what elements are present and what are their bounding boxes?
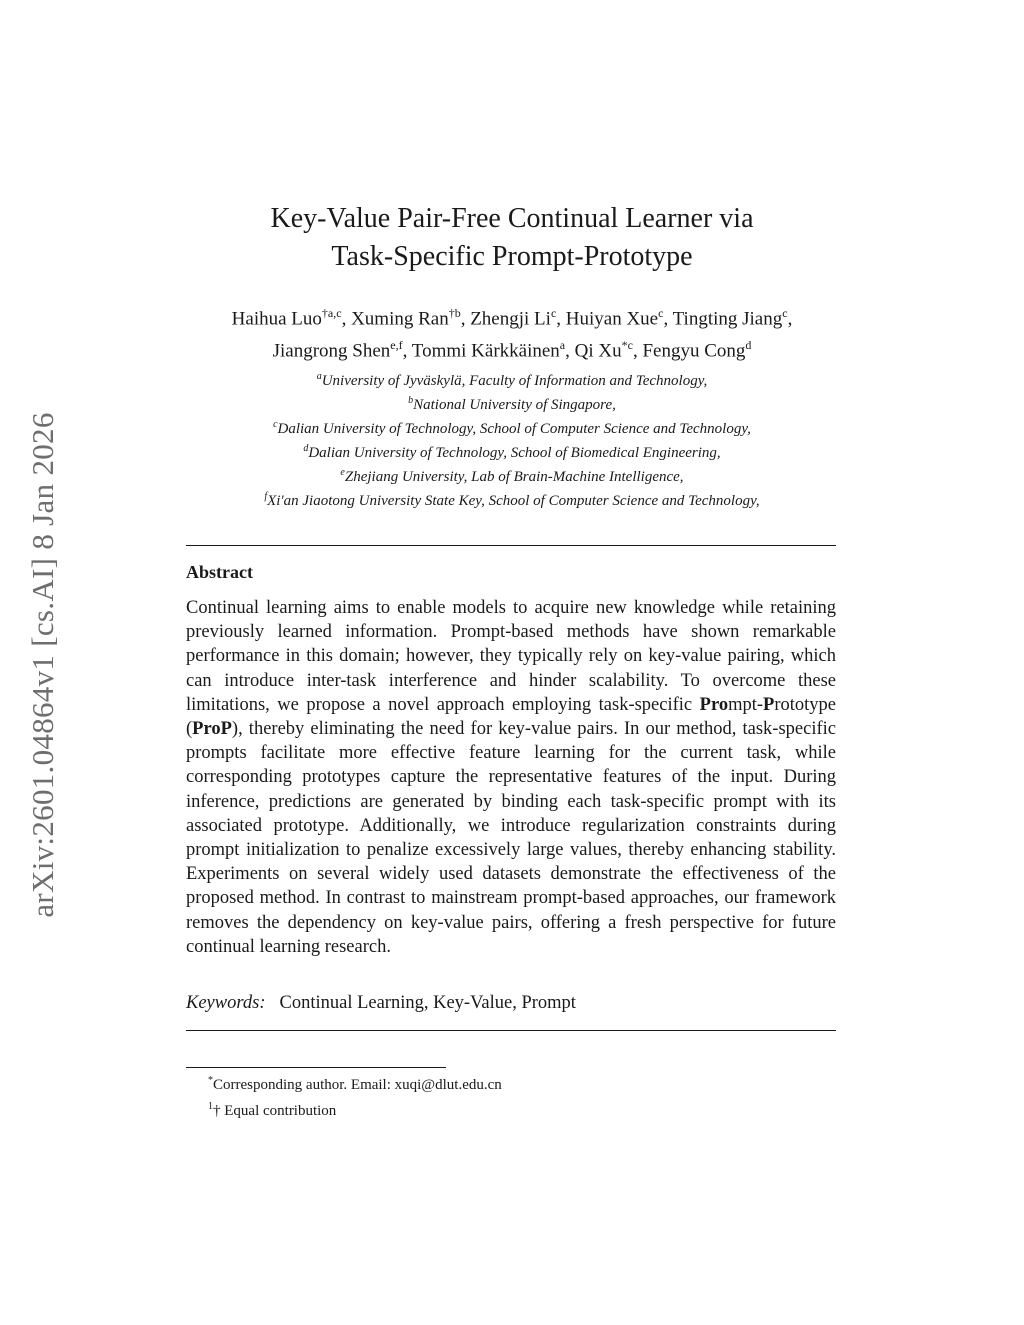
author-name: Haihua Luo [231, 308, 322, 330]
author-affil-marker: c [782, 306, 788, 320]
affiliation-item: $^a$University of Jyväskylä, Faculty of Information and Technology, [316, 371, 708, 389]
author-name: Xuming Ran [351, 308, 449, 330]
author-affil-marker: *c [621, 338, 633, 353]
author-affil-marker: c [550, 306, 557, 320]
abstract-heading: Abstract [186, 562, 253, 582]
affiliation-item: $^e$Zhejiang University, Lab of Brain-Machine Intelligence, [340, 467, 684, 485]
abstract-top-rule [186, 545, 836, 546]
author-name: Jiangrong Shen [272, 340, 391, 362]
author-name: Qi Xu [574, 340, 622, 362]
author-name: Zhengji Li [470, 308, 551, 330]
author-affil-marker: e,f [390, 338, 403, 353]
author-name: Huiyan Xue [565, 308, 659, 330]
footnote-corresponding-author: *Corresponding author. Email: xuqi@dlut.edu.cn [208, 1075, 502, 1093]
footnotes [208, 1070, 502, 1122]
author-affil-marker: d [745, 338, 752, 353]
author-line-1: Haihua Luo$^{\dagger a,c}$, Xuming Ran$^{\dagger b}$, Zhengji Li$^c$, Huiyan Xue$^c$, Tingting Jiang$^c$, [231, 306, 793, 330]
affiliation-item: $^b$National University of Singapore, [408, 395, 616, 413]
affiliation-item: $^d$Dalian University of Technology, School of Biomedical Engineering, [303, 443, 721, 461]
abstract-bottom-rule [186, 1030, 836, 1031]
author-affil-marker: †a,c [321, 306, 342, 320]
footnote-equal-contribution: $^1$† Equal contribution [208, 1101, 337, 1119]
author-name: Fengyu Cong [642, 340, 746, 362]
arxiv-identifier-stamp: arXiv:2601.04864v1 [cs.AI] 8 Jan 2026 [25, 412, 60, 918]
title-line-2: Task-Specific Prompt-Prototype [331, 241, 693, 272]
affiliation-list [0, 367, 1024, 511]
author-line-2: Jiangrong Shen$^{e,f}$, Tommi Kärkkäinen$^a$, Qi Xu$^{*c}$, Fengyu Cong$^d$ [272, 338, 752, 362]
keywords-value: Continual Learning, Key-Value, Prompt [279, 993, 576, 1013]
author-affil-marker: c [658, 306, 664, 320]
title-line-1: Key-Value Pair-Free Continual Learner via [270, 203, 754, 234]
affiliation-item: $^f$Xi'an Jiaotong University State Key, School of Computer Science and Technology, [264, 491, 760, 509]
affiliation-item: $^c$Dalian University of Technology, School of Computer Science and Technology, [273, 419, 751, 437]
abstract-body: Continual learning aims to enable models to acquire new knowledge while retaining previously learned information. Prompt-based methods have shown remarkable performance in this domain; however, they typically rely on key-value pairing, which can introduce inter-task interference and hinder scalability. To overcome these limitations, we propose a novel approach employing task-specific Prompt-Prototype (ProP), thereby eliminating the need for key-value pairs. In our method, task-specific prompts facilitate more effective feature learning for the current task, while corresponding prototypes capture the representative features of the input. During inference, predictions are generated by binding each task-specific prompt with its associated prototype. Additionally, we introduce regularization constraints during prompt initialization to penalize excessively large values, thereby enhancing stability. Experiments on several widely used datasets demonstrate the effectiveness of the proposed method. In contrast to mainstream prompt-based approaches, our framework removes the dependency on key-value pairs, offering a fresh perspective for future continual learning research. [186, 598, 836, 957]
paper-title [0, 200, 1024, 276]
author-name: Tingting Jiang [672, 308, 783, 330]
keywords-label: Keywords: [186, 993, 266, 1013]
author-affil-marker: a [559, 338, 566, 353]
footnote-rule [186, 1067, 446, 1068]
author-affil-marker: †b [448, 306, 461, 320]
author-name: Tommi Kärkkäinen [411, 340, 560, 362]
keywords [186, 993, 576, 1014]
author-list [0, 300, 1024, 365]
